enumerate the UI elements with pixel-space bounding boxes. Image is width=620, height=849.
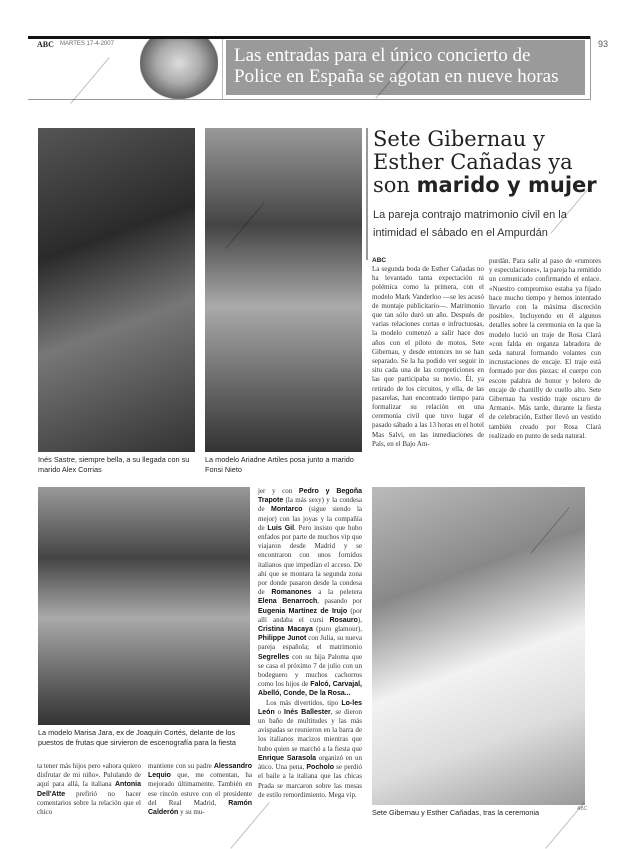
party-bottom-col-2 <box>148 762 252 817</box>
article-title <box>373 128 603 197</box>
header-divider-left <box>222 39 223 100</box>
title-accent-bar <box>366 128 368 260</box>
caption-wedding: Sete Gibernau y Esther Cañadas, tras la ceremonia <box>372 808 540 817</box>
article-column-1: La segunda boda de Esther Cañadas no ha levantado tanta expectación ni polémica como la primera, con el modelo Mark Vanderloo —se les acusó de montaje publicitario—. Matrimonio que tan sólo duró un año. Después de varias relaciones cortas e infructuosas, la modelo comenzó a salir hace dos años con el piloto de motos, Sete Gibernau, y desde entonces no se han separado. Se la ha podido ver seguir in situ cada una de las competiciones en las que participaba su novio. Él, ya retirado de los circuitos, y ella, de las pasarelas, han encontrado tiempo para formalizar su relación en una ceremonia civil que tuvo lugar el pasado sábado a las 13 horas en el hotel Mas Salvi, en las inmediaciones de Pals, en el Bajo Am- <box>372 265 484 448</box>
title-line: Sete Gibernau y <box>373 127 545 151</box>
photo-gibernau-canadas-wedding <box>372 487 585 805</box>
text-run: , se dieron un baño de multitudes y las más avispadas se reunieron en la barra de los italianos macizos mientras que hubo quien se marchó a la fiesta que <box>258 707 363 753</box>
text-run: prefirió no hacer comentarios sobre la relación que el chico <box>37 789 141 817</box>
watermark-mark <box>70 57 109 104</box>
person-name: Pocholo <box>306 764 335 772</box>
article-subtitle: La pareja contrajo matrimonio civil en la intimidad el sábado en el Ampurdán <box>373 209 567 239</box>
header-bottom-rule <box>28 99 590 100</box>
text-run: con su hija Paloma que se casa el próximo 7 de julio con un bodeguero y muchos cachorros como los hijos de <box>258 652 362 689</box>
title-bold: marido y mujer <box>416 173 597 197</box>
person-name: Cristina Macaya <box>258 626 313 634</box>
text-run: con Julia, su nueva pareja española; el matrimonio <box>258 634 362 652</box>
person-name: Falcó, Carvajal, Abelló, Conde, De la Rosa... <box>258 681 362 698</box>
text-run: . Pero insisto que hubo enfados por parte de muchos vip que viajaron desde Madrid y se encontraron con unos fornidos italianos que impedían el acceso. De ahí que se montara la segunda zona por donde pasaron desde la condesa de <box>258 523 362 597</box>
newspaper-logo: ABC <box>37 40 54 49</box>
title-line: Esther Cañadas ya <box>373 150 573 174</box>
person-name: Ramón Calderón <box>148 799 252 817</box>
person-name: Lo-les León <box>258 699 362 716</box>
text-run: , pasando por <box>317 597 362 606</box>
text-run: organizó en un ático. Una pena, <box>258 753 362 772</box>
person-name: Luis Gil <box>267 524 295 532</box>
header-divider <box>590 36 591 100</box>
person-name: Montarco <box>270 506 303 514</box>
person-name: Segrelles <box>258 653 290 661</box>
party-bottom-col-1 <box>37 762 141 817</box>
issue-date: MARTES 17-4-2007 <box>60 41 114 47</box>
text-run: o <box>274 707 285 716</box>
party-column-p2 <box>258 699 362 800</box>
person-name: Antonia Dell'Atte <box>37 781 141 798</box>
person-name: Philippe Junot <box>258 635 307 643</box>
article-byline: ABC <box>372 257 387 264</box>
person-name: Rosauro <box>329 616 358 624</box>
page-number: 93 <box>598 39 609 49</box>
title-line <box>373 174 603 197</box>
caption-ines-sastre: Inés Sastre, siempre bella, a su llegada con su marido Alex Corrias <box>38 455 190 474</box>
caption-ariadne-artiles: La modelo Ariadne Artiles posa junto a marido Fonsi Nieto <box>205 455 354 474</box>
person-name: Eugenia Martínez de Irujo <box>258 607 348 615</box>
sting-portrait-image <box>140 39 218 99</box>
text-run: (puro glamour), <box>312 625 362 634</box>
person-name: Elena Benarroch <box>258 598 318 606</box>
teaser-headline: Las entradas para el único concierto de Police en España se agotan en nueve horas <box>226 40 585 95</box>
text-run: mantiene con su padre <box>148 762 214 770</box>
person-name: Alessandro Lequio <box>148 763 252 780</box>
photo-credit: ABC <box>577 806 588 812</box>
title-text: son <box>373 173 417 197</box>
person-name: Inés Ballester <box>284 708 331 716</box>
party-column <box>258 487 362 800</box>
article-column-2: purdán. Para salir al paso de «rumores y especulaciones», la pareja ha remitido un comunicado confirmando el enlace. «Nuestro compromiso estaba ya fijado hace mucho tiempo y hemos intentado llevarlo con la máxima discreción posible». Incluyendo en él algunos detalles sobre la ceremonia en la que la modelo lució un traje de Rosa Clará «con falda en organza labradora de seda natural formando volantes con incrustaciones de encaje. El traje está formado por dos piezas: el cuerpo con escote palabra de honor y bolero de encaje de chantilly de cuello alto. Sete Gibernau ha vestido traje oscuro de Armani». Más tarde, durante la fiesta de celebración, Esther llevó un vestido también creado por Rosa Clará realizado en punto de seda natural. <box>489 257 601 440</box>
text-run: a la peletera <box>311 588 363 597</box>
person-name: Romanones <box>271 589 312 597</box>
text-run: y su mu- <box>178 808 205 817</box>
text-run: (por allí andaba el cursi <box>258 606 362 624</box>
person-name: Pedro y Begoña Trapote <box>258 488 362 505</box>
text-run: se perdió el baile a la italiana que las chicas Prada se marcaron sobre las mesas de estilo remordimiento. Mega vip. <box>258 763 362 799</box>
photo-ariadne-artiles <box>205 128 362 452</box>
person-name: Enrique Sarasola <box>258 754 317 762</box>
text-run: ta tener más hijos pero «ahora quiero disfrutar de mi niño». Pululando de aquí para allá, la italiana <box>37 762 141 789</box>
text-run: ), <box>357 615 362 624</box>
text-run: Los más divertidos, tipo <box>266 698 342 707</box>
photo-marisa-jara <box>38 487 250 725</box>
photo-ines-sastre <box>38 128 195 452</box>
text-run: que, me comentan, ha mejorado últimamente. También en ese rincón estuve con el presidente del Real Madrid, <box>148 771 252 807</box>
top-rule <box>28 36 590 39</box>
text-run: jer y con <box>258 487 299 495</box>
text-run: (sigue siendo la mejor) con las joyas y la compañía de <box>258 505 363 532</box>
text-run: (la más sexy) y la condesa de <box>258 496 362 514</box>
party-column-p1 <box>258 487 362 699</box>
caption-marisa-jara: La modelo Marisa Jara, ex de Joaquín Cortés, delante de los puestos de frutas que sirvieron de escenografía para la fiesta <box>38 728 236 747</box>
